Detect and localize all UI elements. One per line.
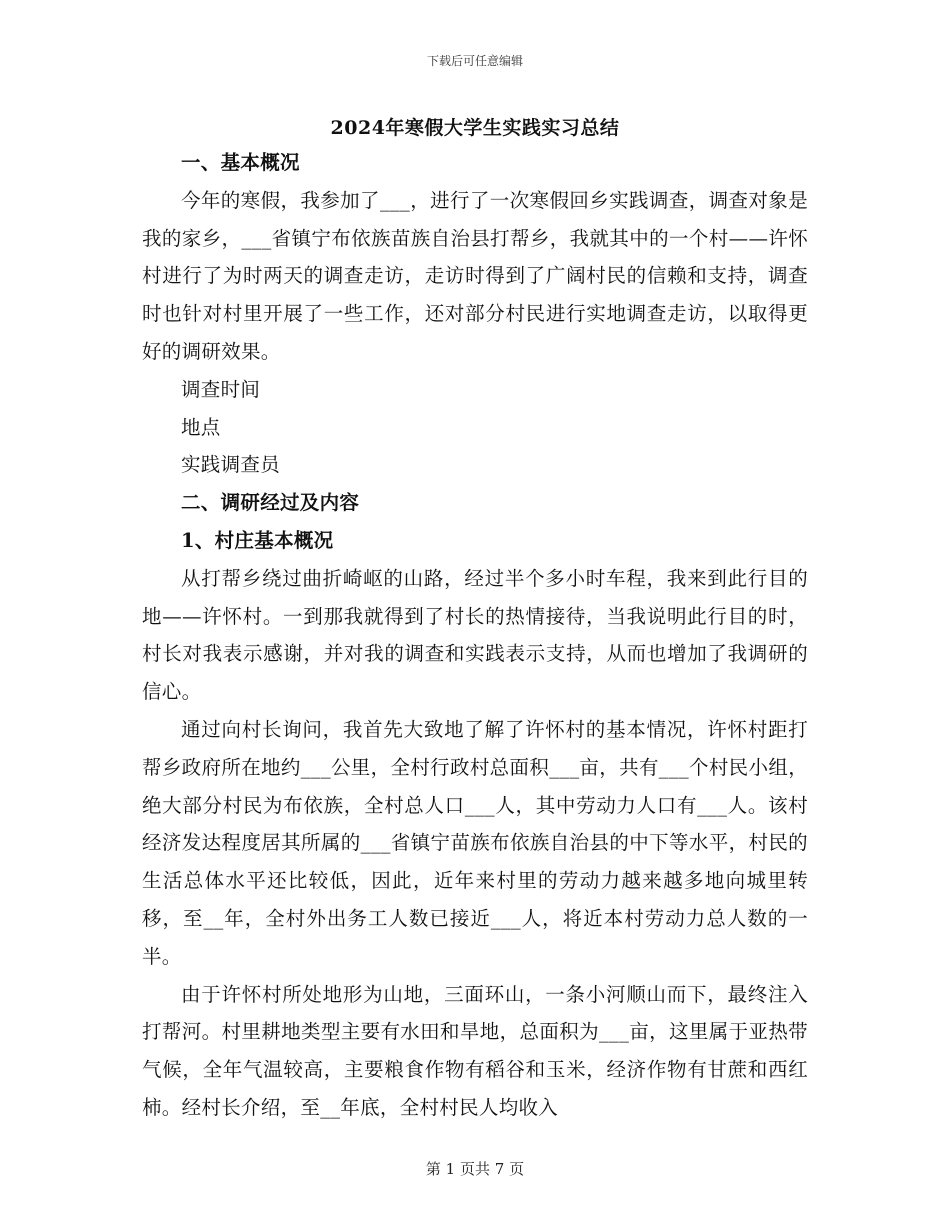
- paragraph-arrival: 从打帮乡绕过曲折崎岖的山路，经过半个多小时车程，我来到此行目的地——许怀村。一到那我就得到了村长的热情接待，当我说明此行目的时，村长对我表示感谢，并对我的调查和实践表示支持，从而也增加了我调研的信心。: [142, 566, 808, 704]
- page-number: 第 1 页共 7 页: [425, 1160, 525, 1178]
- page-header-note: 下载后可任意编辑: [426, 54, 523, 68]
- section-heading-process: 二、调研经过及内容: [181, 491, 360, 515]
- section-heading-overview: 一、基本概况: [181, 151, 300, 174]
- document-title: 2024年寒假大学生实践实习总结: [330, 117, 620, 139]
- item-survey-staff: 实践调查员: [181, 453, 281, 477]
- paragraph-intro: 今年的寒假，我参加了___，进行了一次寒假回乡实践调查，调查对象是我的家乡，___省镇宁布依族苗族自治县打帮乡，我就其中的一个村——许怀村进行了为时两天的调查走访，走访时得到了广阔村民的信赖和支持，调查时也针对村里开展了一些工作，还对部分村民进行实地调查走访，以取得更好的调研效果。: [142, 188, 808, 363]
- document-body: [142, 144, 808, 1127]
- paragraph-geography: 由于许怀村所处地形为山地，三面环山，一条小河顺山而下，最终注入打帮河。村里耕地类型主要有水田和旱地，总面积为___亩，这里属于亚热带气候，全年气温较高，主要粮食作物有稻谷和玉米，经济作物有甘蔗和西红柿。经村长介绍，至__年底，全村村民人均收入: [142, 982, 808, 1119]
- paragraph-village-info: 通过向村长询问，我首先大致地了解了许怀村的基本情况，许怀村距打帮乡政府所在地约___公里，全村行政村总面积___亩，共有___个村民小组，绝大部分村民为布依族，全村总人口___人，其中劳动力人口有___人。该村经济发达程度居其所属的___省镇宁苗族布依族自治县的中下等水平，村民的生活总体水平还比较低，因此，近年来村里的劳动力越来越多地向城里转移，至__年，全村外出务工人数已接近___人，将近本村劳动力总人数的一半。: [142, 717, 808, 968]
- item-survey-place: 地点: [181, 415, 221, 439]
- item-survey-time: 调查时间: [181, 377, 261, 401]
- subsection-heading-village: 1、村庄基本概况: [181, 528, 334, 552]
